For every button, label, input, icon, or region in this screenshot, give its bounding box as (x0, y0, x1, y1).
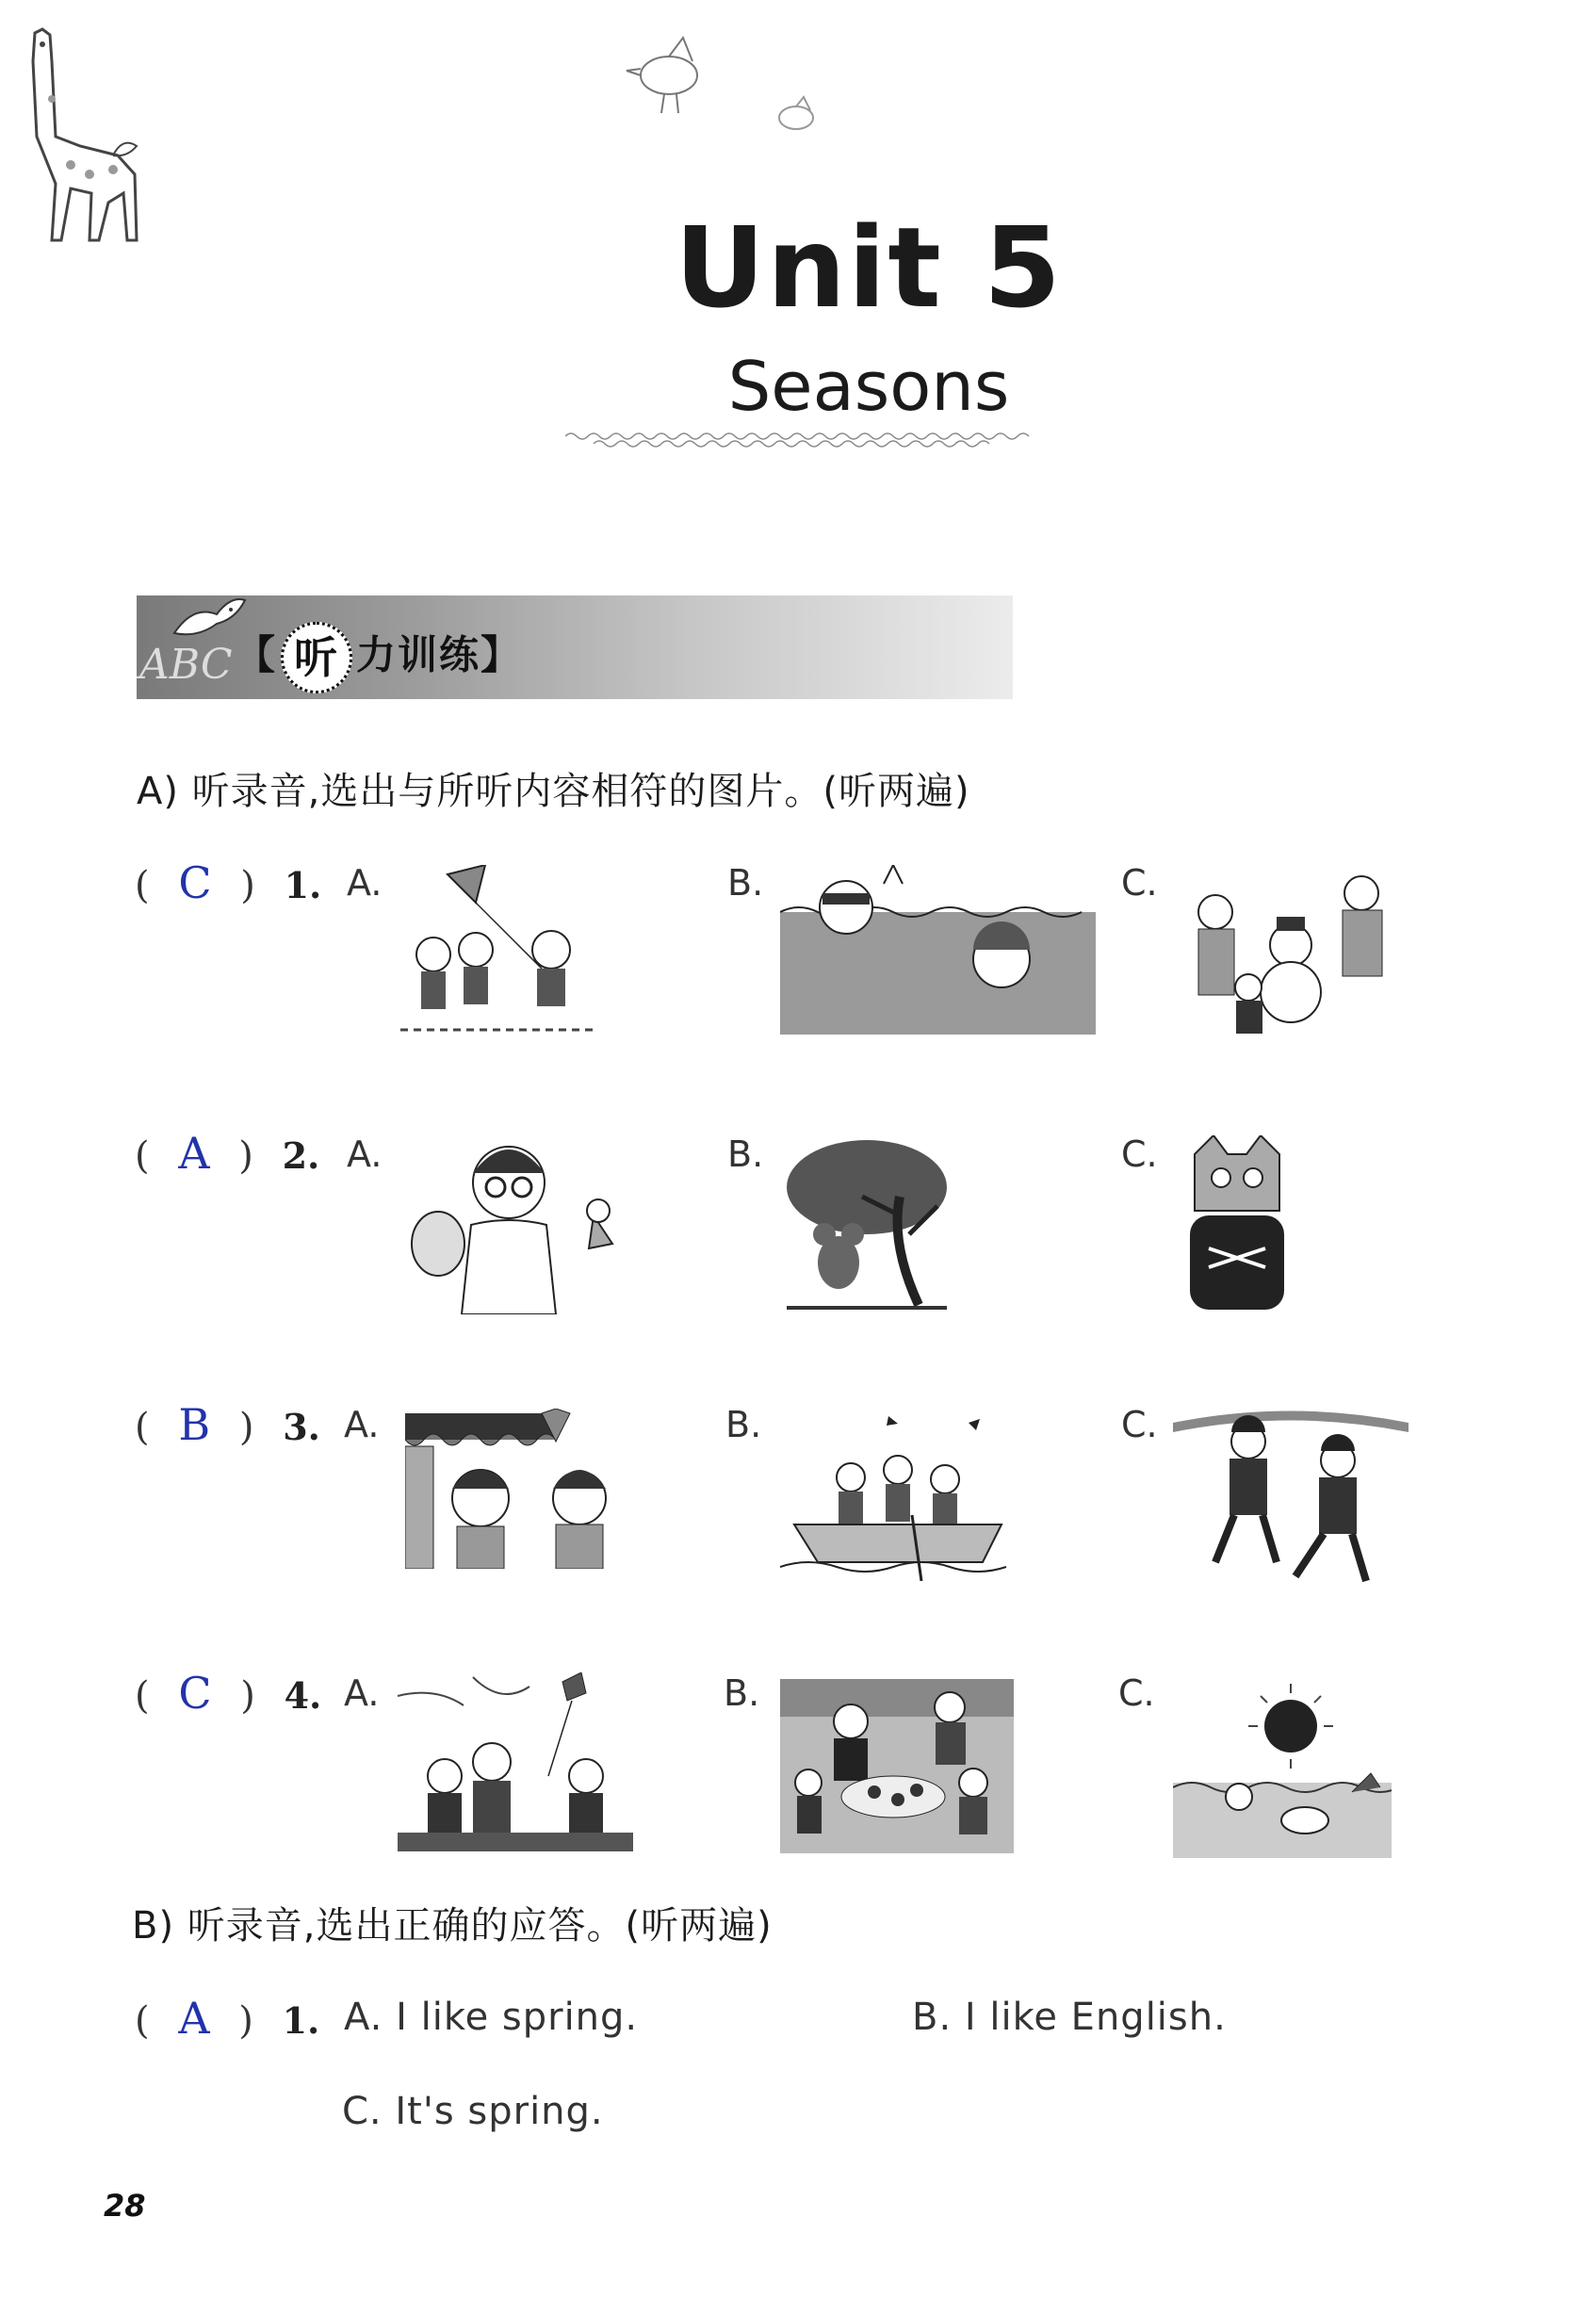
page-number: 28 (104, 2188, 146, 2224)
hot-woman-with-fan-icon (405, 1131, 627, 1314)
question-number: 3. (283, 1406, 320, 1448)
question-row: ( A ) 1. (135, 1993, 320, 2044)
family-picnic-icon (780, 1679, 1014, 1853)
children-building-snowman-icon (1178, 865, 1409, 1049)
question-number: 1. (284, 864, 322, 906)
question-row: ( C ) 4. (135, 1668, 322, 1719)
option-label: A. (347, 862, 383, 904)
unit-title: Unit 5 (675, 203, 1063, 333)
section-a-heading: A) 听录音,选出与所听内容相符的图片。(听两遍) (137, 770, 970, 813)
answer-mark: B (178, 1399, 211, 1450)
option-label: A. (347, 1133, 383, 1175)
option-label: C. (1121, 1133, 1158, 1175)
option-text: C. It's spring. (342, 2090, 604, 2133)
family-flying-kite-icon (398, 1672, 633, 1851)
children-flying-kite-icon (400, 865, 598, 1039)
question-number: 2. (282, 1134, 320, 1177)
question-row: ( A ) 2. (135, 1128, 320, 1179)
girls-eating-ice-cream-icon (405, 1409, 641, 1569)
option-text: A. I like spring. (344, 1996, 639, 2039)
answer-mark: C (178, 1668, 212, 1719)
option-label: A. (344, 1672, 380, 1714)
banner-label: 【 听 力训练】 (236, 622, 522, 693)
option-text: B. I like English. (912, 1996, 1227, 2039)
people-swimming-icon (780, 865, 1096, 1035)
option-label: A. (344, 1404, 380, 1445)
option-label: B. (725, 1404, 762, 1445)
answer-mark: A (178, 1128, 210, 1179)
question-row: ( C ) 1. (135, 857, 322, 908)
mouse-under-tree-in-wind-icon (787, 1140, 947, 1310)
cold-cat-icon (1185, 1135, 1289, 1310)
section-b-heading: B) 听录音,选出正确的应答。(听两遍) (132, 1904, 773, 1948)
option-label: B. (727, 1133, 764, 1175)
answer-mark: C (178, 857, 212, 908)
children-rowing-boat-icon (780, 1411, 1018, 1581)
question-row: ( B ) 3. (135, 1399, 320, 1450)
question-number: 4. (284, 1674, 322, 1717)
wavy-divider (565, 429, 1036, 449)
circled-char: 听 (281, 622, 352, 693)
answer-mark: A (178, 1993, 210, 2044)
question-number: 1. (282, 1999, 320, 2042)
swimming-under-sun-icon (1173, 1679, 1392, 1858)
option-label: B. (724, 1672, 760, 1714)
option-label: C. (1118, 1672, 1155, 1714)
option-label: C. (1121, 862, 1158, 904)
option-label: C. (1121, 1404, 1158, 1445)
option-label: B. (727, 862, 764, 904)
children-running-in-winter-icon (1173, 1404, 1409, 1588)
unit-subtitle: Seasons (727, 347, 1010, 426)
banner-abc-decoration: ABC (139, 641, 233, 689)
birds-icon (612, 33, 839, 146)
